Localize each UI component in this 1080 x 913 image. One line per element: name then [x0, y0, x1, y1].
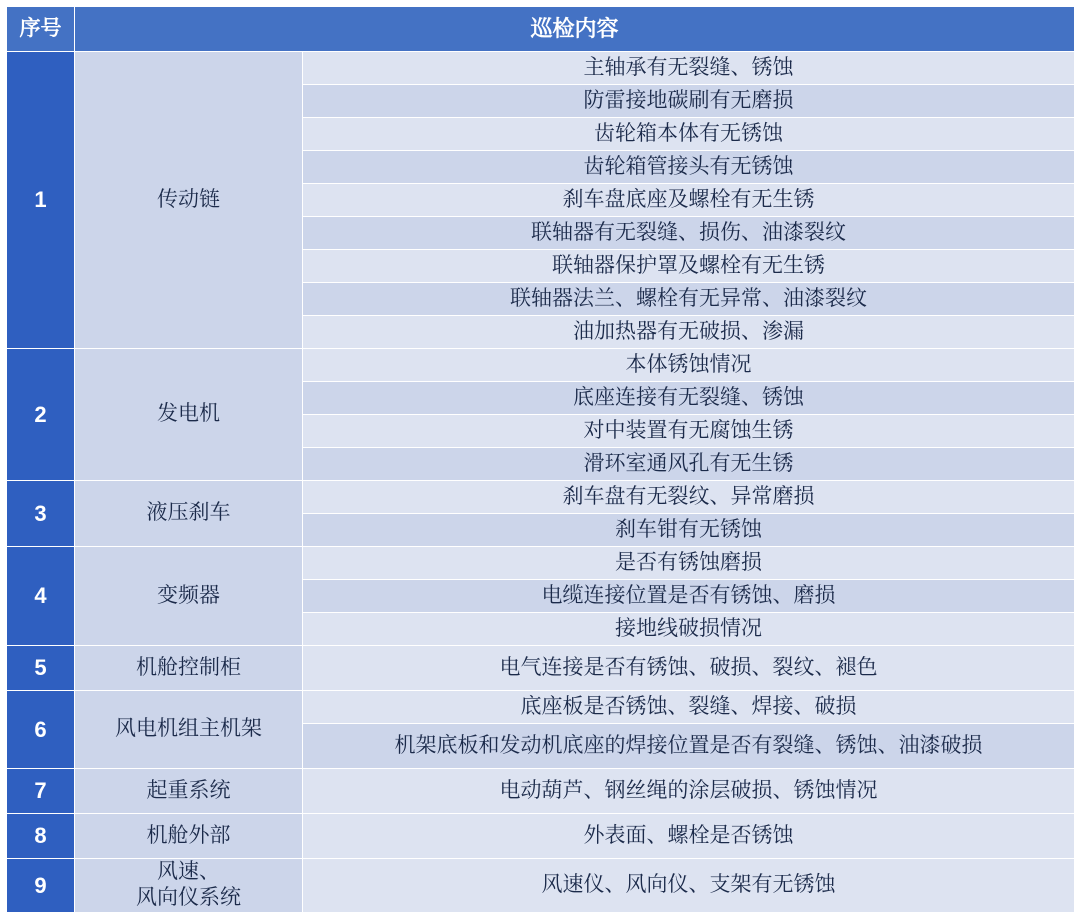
inspection-item-cell: 滑环室通风孔有无生锈	[303, 448, 1075, 481]
row-number-cell: 6	[7, 691, 75, 769]
inspection-table	[6, 6, 1075, 913]
row-number-cell: 1	[7, 52, 75, 349]
inspection-item-cell: 底座板是否锈蚀、裂缝、焊接、破损	[303, 691, 1075, 724]
system-name-cell	[75, 859, 303, 913]
column-header-content: 巡检内容	[75, 7, 1075, 52]
table-row	[7, 481, 1075, 514]
system-name-cell	[75, 481, 303, 547]
system-name-line: 风速、	[157, 860, 220, 883]
inspection-item-cell: 防雷接地碳刷有无磨损	[303, 85, 1075, 118]
row-number-cell: 2	[7, 349, 75, 481]
inspection-item-cell: 外表面、螺栓是否锈蚀	[303, 814, 1075, 859]
inspection-item-cell: 刹车盘底座及螺栓有无生锈	[303, 184, 1075, 217]
inspection-item-cell: 刹车盘有无裂纹、异常磨损	[303, 481, 1075, 514]
row-number-cell: 4	[7, 547, 75, 646]
system-name-cell	[75, 349, 303, 481]
inspection-item-cell: 底座连接有无裂缝、锈蚀	[303, 382, 1075, 415]
system-name-line: 风向仪系统	[136, 886, 241, 910]
inspection-item-cell: 油加热器有无破损、渗漏	[303, 316, 1075, 349]
table-row	[7, 814, 1075, 859]
inspection-item-cell: 齿轮箱管接头有无锈蚀	[303, 151, 1075, 184]
table-row	[7, 691, 1075, 724]
table-row	[7, 349, 1075, 382]
system-name-line: 机舱控制柜	[136, 655, 241, 679]
header-row	[7, 7, 1075, 52]
table-row	[7, 52, 1075, 85]
system-name-cell	[75, 646, 303, 691]
inspection-item-cell: 是否有锈蚀磨损	[303, 547, 1075, 580]
table-body	[7, 52, 1075, 913]
system-name-line: 发电机	[157, 402, 220, 426]
system-name-cell	[75, 52, 303, 349]
system-name-cell	[75, 814, 303, 859]
inspection-item-cell: 刹车钳有无锈蚀	[303, 514, 1075, 547]
inspection-item-cell: 电气连接是否有锈蚀、破损、裂纹、褪色	[303, 646, 1075, 691]
row-number-cell: 5	[7, 646, 75, 691]
inspection-item-cell: 联轴器有无裂缝、损伤、油漆裂纹	[303, 217, 1075, 250]
inspection-item-cell: 机架底板和发动机底座的焊接位置是否有裂缝、锈蚀、油漆破损	[303, 724, 1075, 769]
column-header-no: 序号	[7, 7, 75, 52]
table-row	[7, 646, 1075, 691]
inspection-item-cell: 联轴器保护罩及螺栓有无生锈	[303, 250, 1075, 283]
system-name-line: 起重系统	[146, 778, 231, 802]
system-name-line: 传动链	[157, 187, 220, 211]
system-name-line: 液压刹车	[146, 501, 231, 525]
table-header	[7, 7, 1075, 52]
table-row	[7, 859, 1075, 913]
row-number-cell: 9	[7, 859, 75, 913]
inspection-item-cell: 电缆连接位置是否有锈蚀、磨损	[303, 580, 1075, 613]
system-name-cell	[75, 691, 303, 769]
inspection-item-cell: 对中装置有无腐蚀生锈	[303, 415, 1075, 448]
system-name-line: 变频器	[157, 583, 220, 607]
system-name-cell	[75, 769, 303, 814]
inspection-item-cell: 主轴承有无裂缝、锈蚀	[303, 52, 1075, 85]
table-row	[7, 547, 1075, 580]
system-name-line: 风电机组主机架	[115, 717, 262, 741]
inspection-item-cell: 电动葫芦、钢丝绳的涂层破损、锈蚀情况	[303, 769, 1075, 814]
inspection-item-cell: 齿轮箱本体有无锈蚀	[303, 118, 1075, 151]
inspection-item-cell: 接地线破损情况	[303, 613, 1075, 646]
row-number-cell: 3	[7, 481, 75, 547]
row-number-cell: 7	[7, 769, 75, 814]
row-number-cell: 8	[7, 814, 75, 859]
inspection-item-cell: 本体锈蚀情况	[303, 349, 1075, 382]
inspection-item-cell: 风速仪、风向仪、支架有无锈蚀	[303, 859, 1075, 913]
system-name-line: 机舱外部	[146, 823, 231, 847]
inspection-item-cell: 联轴器法兰、螺栓有无异常、油漆裂纹	[303, 283, 1075, 316]
table-row	[7, 769, 1075, 814]
system-name-cell	[75, 547, 303, 646]
